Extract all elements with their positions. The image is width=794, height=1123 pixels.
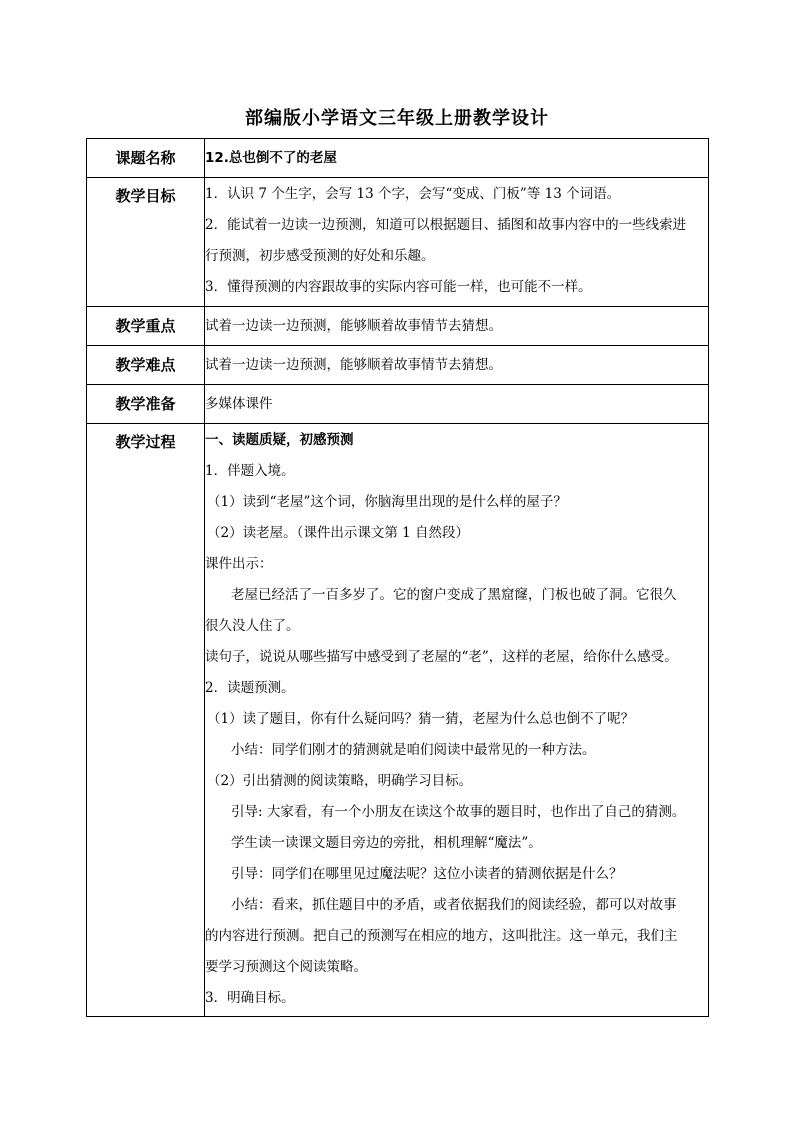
process-line: 的内容进行预测。把自己的预测写在相应的地方，这叫批注。这一单元，我们主 [205, 928, 678, 944]
table-row-key [87, 307, 709, 346]
process-line: 课件出示： [205, 556, 273, 572]
process-line: 小结：看来，抓住题目中的矛盾，或者依据我们的阅读经验，都可以对故事 [231, 897, 677, 913]
table-row-goals [87, 178, 709, 307]
process-line: 很久没人住了。 [205, 618, 300, 634]
process-line: （1）读到“老屋”这个词，你脑海里出现的是什么样的屋子？ [207, 494, 567, 510]
value-difficult: 试着一边读一边预测，能够顺着故事情节去猜想。 [205, 346, 709, 385]
lesson-plan-table [86, 138, 709, 1017]
process-line: 引导：同学们在哪里见过魔法呢？这位小读者的猜测依据是什么？ [231, 866, 623, 882]
value-topic: 12.总也倒不了的老屋 [205, 139, 709, 178]
value-key: 试着一边读一边预测，能够顺着故事情节去猜想。 [205, 307, 709, 346]
label-difficult: 教学难点 [87, 346, 205, 385]
process-line: 2．读题预测。 [205, 680, 295, 696]
process-line: 老屋已经活了一百多岁了。它的窗户变成了黑窟窿，门板也破了洞。它很久 [231, 587, 677, 603]
process-line: 学生读一读课文题目旁边的旁批，相机理解“魔法”。 [231, 835, 542, 851]
table-row-process [87, 424, 709, 1017]
process-line: 1．伴题入境。 [205, 463, 295, 479]
document-title: 部编版小学语文三年级上册教学设计 [245, 108, 549, 129]
process-line: （2）读老屋。（课件出示课文第 1 自然段） [207, 525, 470, 541]
goal-line: 1．认识 7 个生字，会写 13 个字，会写“变成、门板”等 13 个词语。 [205, 186, 621, 202]
value-process [205, 424, 709, 1017]
goal-line: 2．能试着一边读一边预测，知道可以根据题目、插图和故事内容中的一些线索进 [205, 217, 687, 233]
value-prep: 多媒体课件 [205, 385, 709, 424]
process-line: 小结：同学们刚才的猜测就是咱们阅读中最常见的一种方法。 [231, 742, 596, 758]
goal-line: 3．懂得预测的内容跟故事的实际内容可能一样，也可能不一样。 [205, 279, 592, 295]
process-line: 引导: 大家看，有一个小朋友在读这个故事的题目时，也作出了自己的猜测。 [231, 804, 686, 820]
label-key: 教学重点 [87, 307, 205, 346]
table-row-prep [87, 385, 709, 424]
label-prep: 教学准备 [87, 385, 205, 424]
label-goals: 教学目标 [87, 178, 205, 307]
table-row-topic [87, 139, 709, 178]
process-line: 要学习预测这个阅读策略。 [205, 959, 367, 975]
process-heading: 一、读题质疑，初感预测 [205, 432, 354, 448]
label-topic: 课题名称 [87, 139, 205, 178]
process-line: （2）引出猜测的阅读策略，明确学习目标。 [207, 773, 473, 789]
value-goals [205, 178, 709, 307]
goal-line: 行预测，初步感受预测的好处和乐趣。 [205, 248, 435, 264]
process-line: 3．明确目标。 [205, 990, 295, 1006]
process-line: （1）读了题目，你有什么疑问吗？猜一猜，老屋为什么总也倒不了呢？ [207, 711, 635, 727]
table-row-difficult [87, 346, 709, 385]
process-line: 读句子，说说从哪些描写中感受到了老屋的“老”，这样的老屋，给你什么感受。 [205, 649, 678, 665]
label-process: 教学过程 [87, 424, 205, 1017]
